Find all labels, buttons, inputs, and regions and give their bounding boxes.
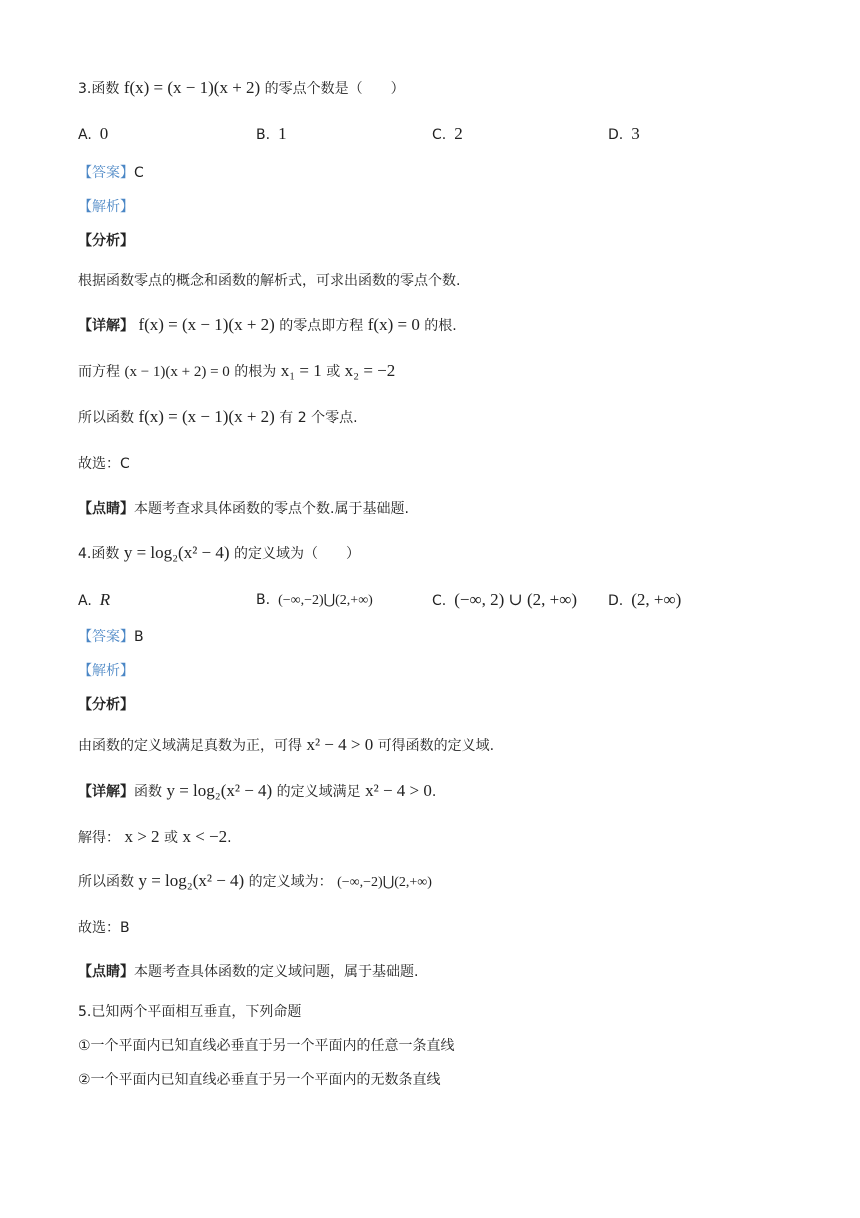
q3-comment: 【点睛】本题考查求具体函数的零点个数.属于基础题. [78, 501, 409, 517]
q4-stem: 4.函数 y = log₂(x² − 4) 的定义域为（ ） [78, 543, 361, 562]
q3-detail: 【详解】 f(x) = (x − 1)(x + 2) 的零点即方程 f(x) = 0 的根. [78, 315, 457, 334]
q4-detail: 【详解】函数 y = log₂(x² − 4) 的定义域满足 x² − 4 > 0. [78, 781, 437, 800]
q4-conclusion: 所以函数 y = log₂(x² − 4) 的定义域为： (−∞,−2)⋃(2,+∞) [78, 871, 432, 890]
q4-analysis-tag: 【解析】 [78, 663, 134, 679]
q3-option-c: C. 2 [432, 124, 463, 143]
q3-fenxi-tag: 【分析】 [78, 233, 134, 249]
q5-stem: 5.已知两个平面相互垂直，下列命题 [78, 1004, 302, 1020]
q4-option-d: D. (2, +∞) [608, 590, 682, 609]
q4-choose: 故选：B [78, 920, 130, 936]
q5-item-2: ②一个平面内已知直线必垂直于另一个平面内的无数条直线 [78, 1072, 441, 1088]
q3-fenxi-text: 根据函数零点的概念和函数的解析式，可求出函数的零点个数. [78, 273, 461, 289]
q4-fenxi-tag: 【分析】 [78, 697, 134, 713]
q4-option-b: B. (−∞,−2)⋃(2,+∞) [256, 592, 373, 608]
detail-tag: 【详解】 [78, 318, 134, 334]
q4-solve: 解得： x > 2 或 x < −2. [78, 827, 232, 846]
answer-value: C [134, 165, 144, 181]
q3-stem-formula: f(x) = (x − 1)(x + 2) [123, 78, 261, 97]
q4-option-c: C. (−∞, 2) ∪ (2, +∞) [432, 590, 578, 609]
q3-option-b: B. 1 [256, 124, 287, 143]
q3-analysis-tag: 【解析】 [78, 199, 134, 215]
q3-stem [78, 76, 405, 101]
q4-answer: 【答案】B [78, 629, 144, 645]
q3-answer [78, 163, 144, 183]
q3-roots-line: 而方程 (x − 1)(x + 2) = 0 的根为 x₁ = 1 或 x₂ = −2 [78, 361, 396, 380]
q3-conclusion: 所以函数 f(x) = (x − 1)(x + 2) 有 2 个零点. [78, 407, 358, 426]
q5-item-1: ①一个平面内已知直线必垂直于另一个平面内的任意一条直线 [78, 1038, 455, 1054]
q3-option-d: D. 3 [608, 124, 640, 143]
q3-option-a: A. 0 [78, 124, 109, 143]
answer-tag: 【答案】 [78, 165, 134, 181]
q4-fenxi-text: 由函数的定义域满足真数为正，可得 x² − 4 > 0 可得函数的定义域. [78, 735, 495, 754]
q3-stem-suffix: 的零点个数是（ ） [264, 81, 405, 97]
q4-comment: 【点睛】本题考查具体函数的定义域问题，属于基础题. [78, 964, 419, 980]
q3-stem-prefix: 3.函数 [78, 81, 120, 97]
q3-choose: 故选：C [78, 456, 130, 472]
q4-stem-formula: y = log₂(x² − 4) [123, 543, 230, 562]
q4-option-a: A. R [78, 590, 111, 609]
